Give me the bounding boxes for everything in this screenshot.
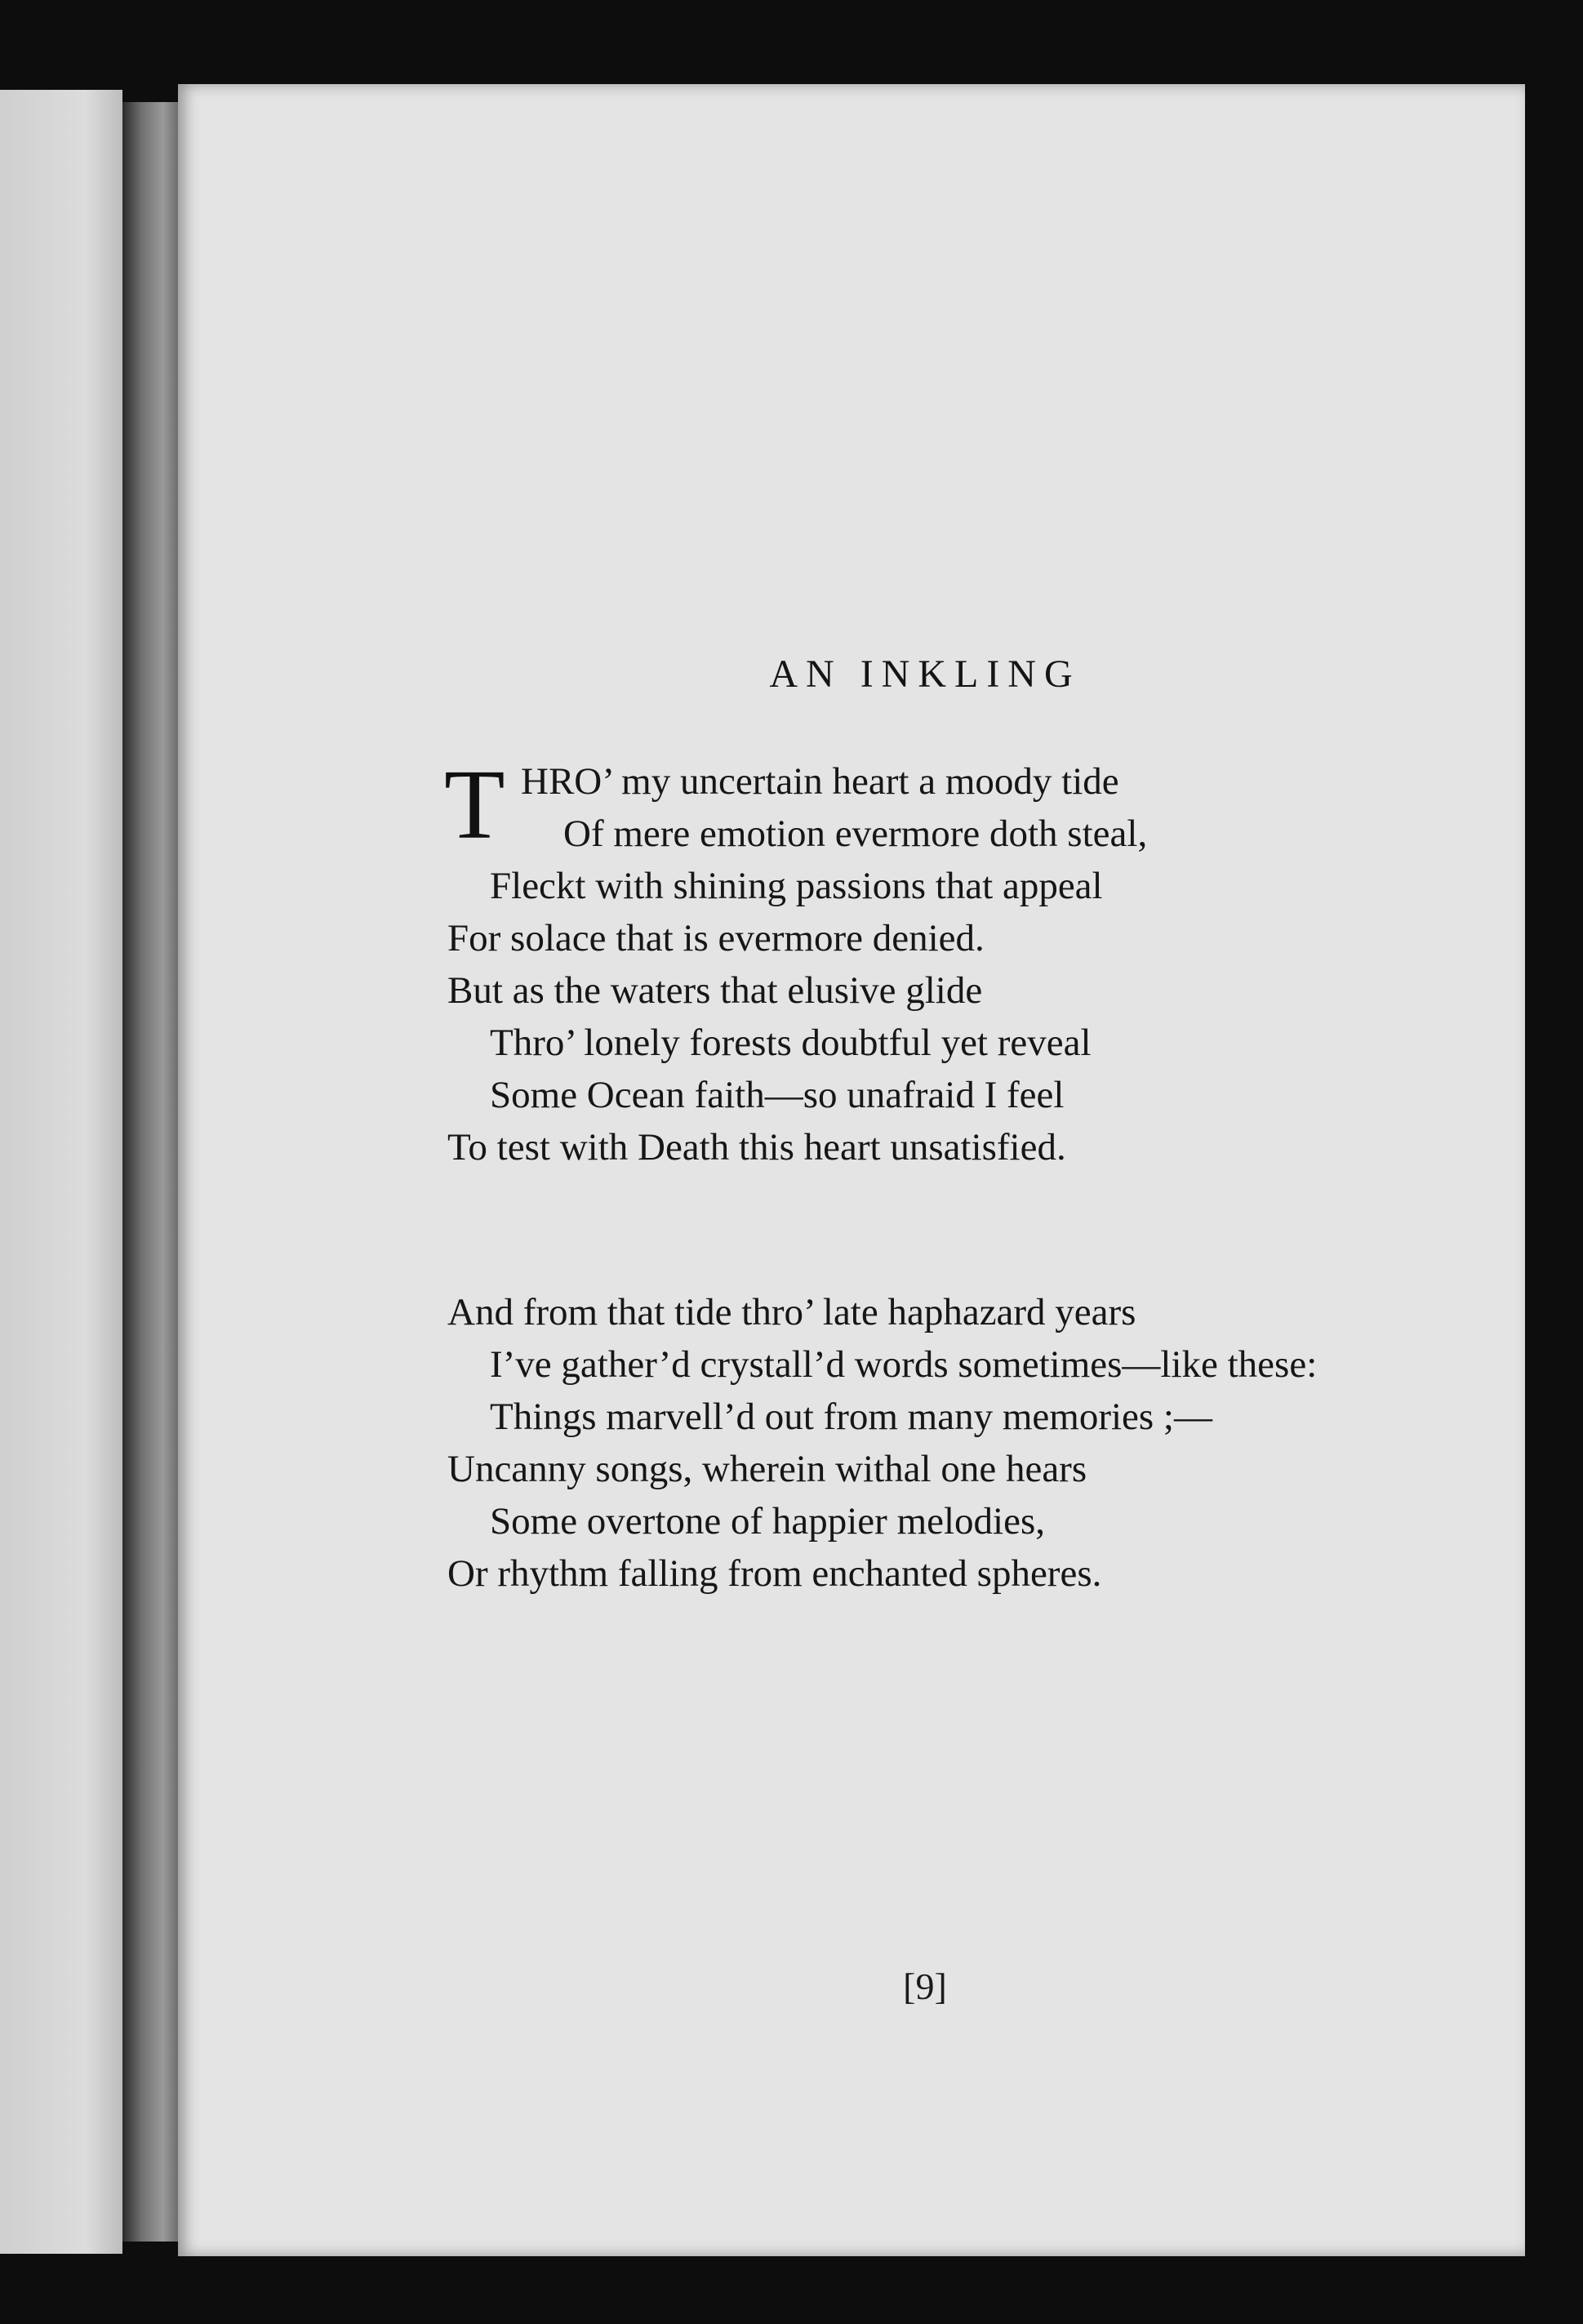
stanza-2	[447, 1286, 1509, 1600]
poem-line: For solace that is evermore denied.	[447, 917, 985, 959]
poem-line: Thro’ lonely forests doubtful yet reveal	[490, 1022, 1092, 1064]
poem-line: I’ve gather’d crystall’d words sometimes—like these:	[490, 1343, 1318, 1386]
book-page	[178, 84, 1525, 2256]
drop-cap: T	[444, 750, 505, 860]
poem-line: But as the waters that elusive glide	[447, 969, 983, 1012]
poem-line: To test with Death this heart unsatisfied.	[447, 1126, 1066, 1169]
stanza-1	[444, 750, 1509, 1173]
poem-line: Some Ocean faith—so unafraid I feel	[490, 1074, 1065, 1116]
poem-line: Uncanny songs, wherein withal one hears	[447, 1448, 1087, 1490]
previous-page-edge	[0, 90, 122, 2254]
poem-title: AN INKLING	[769, 652, 1081, 696]
poem-line: Of mere emotion evermore doth steal,	[563, 813, 1148, 855]
poem-line-text: HRO’ my uncertain heart a moody tide	[521, 760, 1119, 803]
page-number: [9]	[903, 1966, 947, 2007]
poem-line: Fleckt with shining passions that appeal	[490, 865, 1103, 907]
poem-line: Things marvell’d out from many memories ;—	[490, 1396, 1212, 1438]
poem-line: Some overtone of happier melodies,	[490, 1500, 1046, 1543]
poem-line: And from that tide thro’ late haphazard years	[447, 1291, 1136, 1333]
poem-line: Or rhythm falling from enchanted spheres.	[447, 1552, 1102, 1595]
